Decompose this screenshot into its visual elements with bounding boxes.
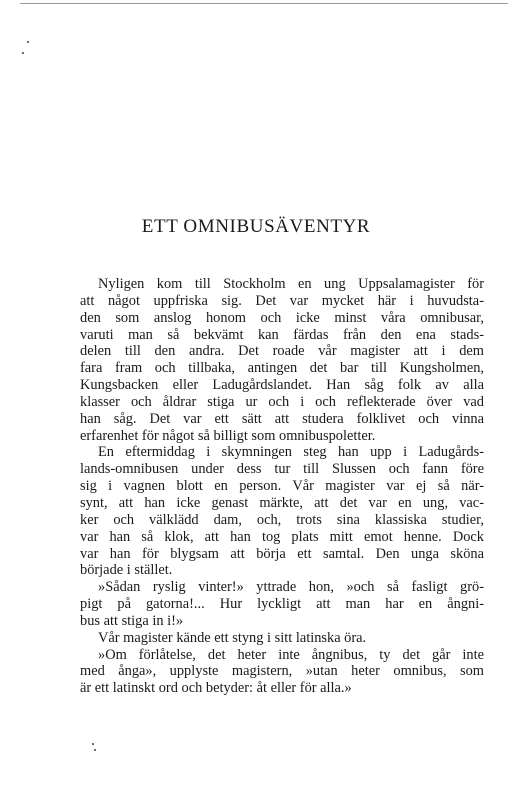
text-line: varuti man så bekvämt kan färdas från den ena stads- (80, 326, 484, 343)
text-line: erfarenhet för något så billigt som omnibuspoletter. (80, 427, 376, 444)
text-line: fara fram och tillbaka, antingen det bar till Kungsholmen, (80, 360, 484, 377)
text-line: bus att stiga in i!» (80, 612, 184, 629)
text-line: var han så klok, att han tog plats mitt emot henne. Dock (80, 528, 484, 545)
text-line: han såg. Det var ett sätt att studera folklivet och vinna (80, 410, 484, 427)
chapter-title: ETT OMNIBUSÄVENTYR (141, 216, 371, 237)
text-line: En eftermiddag i skymningen steg han upp i Ladugårds- (98, 444, 484, 461)
text-line: var han för blygsam att börja ett samtal. Den unga sköna (80, 545, 484, 562)
text-line: Vår magister kände ett styng i sitt latinska öra. (98, 629, 367, 646)
text-line: sig i vagnen blott en person. Vår magister var ej så när- (80, 478, 484, 495)
text-line: ker och välklädd dam, och, trots sina klassiska studier, (80, 511, 484, 528)
text-line: Nyligen kom till Stockholm en ung Uppsalamagister för (98, 276, 484, 292)
text-line: lands-omnibusen under dess tur till Slussen och fann före (80, 461, 484, 478)
scan-speck (22, 52, 24, 54)
text-line: synt, att han icke genast märkte, att det var en ung, vac- (80, 494, 484, 511)
text-line: att något uppfriska sig. Det var mycket här i huvudsta- (80, 292, 484, 309)
scan-speck (94, 749, 96, 751)
scan-speck (27, 41, 29, 43)
text-line: med ånga», upplyste magistern, »utan heter omnibus, som (80, 663, 484, 680)
text-line: pigt på gatorna!... Hur lyckligt att man har en ångni- (80, 596, 484, 613)
top-rule (20, 3, 508, 4)
body-text (80, 276, 484, 697)
text-line: »Om förlåtelse, det heter inte ångnibus, ty det går inte (98, 646, 484, 663)
text-line: började i stället. (80, 562, 173, 579)
text-line: »Sådan ryslig vinter!» yttrade hon, »och så fasligt grö- (98, 579, 484, 596)
text-line: klasser och åldrar stiga ur och i och reflekterade över vad (80, 393, 484, 410)
text-line: är ett latinskt ord och betyder: åt eller för alla.» (80, 680, 352, 697)
text-line: delen till den andra. Det roade vår magister att i dem (80, 343, 484, 360)
text-line: Kungsbacken eller Ladugårdslandet. Han såg folk av alla (80, 377, 484, 394)
scan-speck (92, 743, 94, 745)
text-line: den som anslog honom och icke minst våra omnibusar, (80, 309, 484, 326)
